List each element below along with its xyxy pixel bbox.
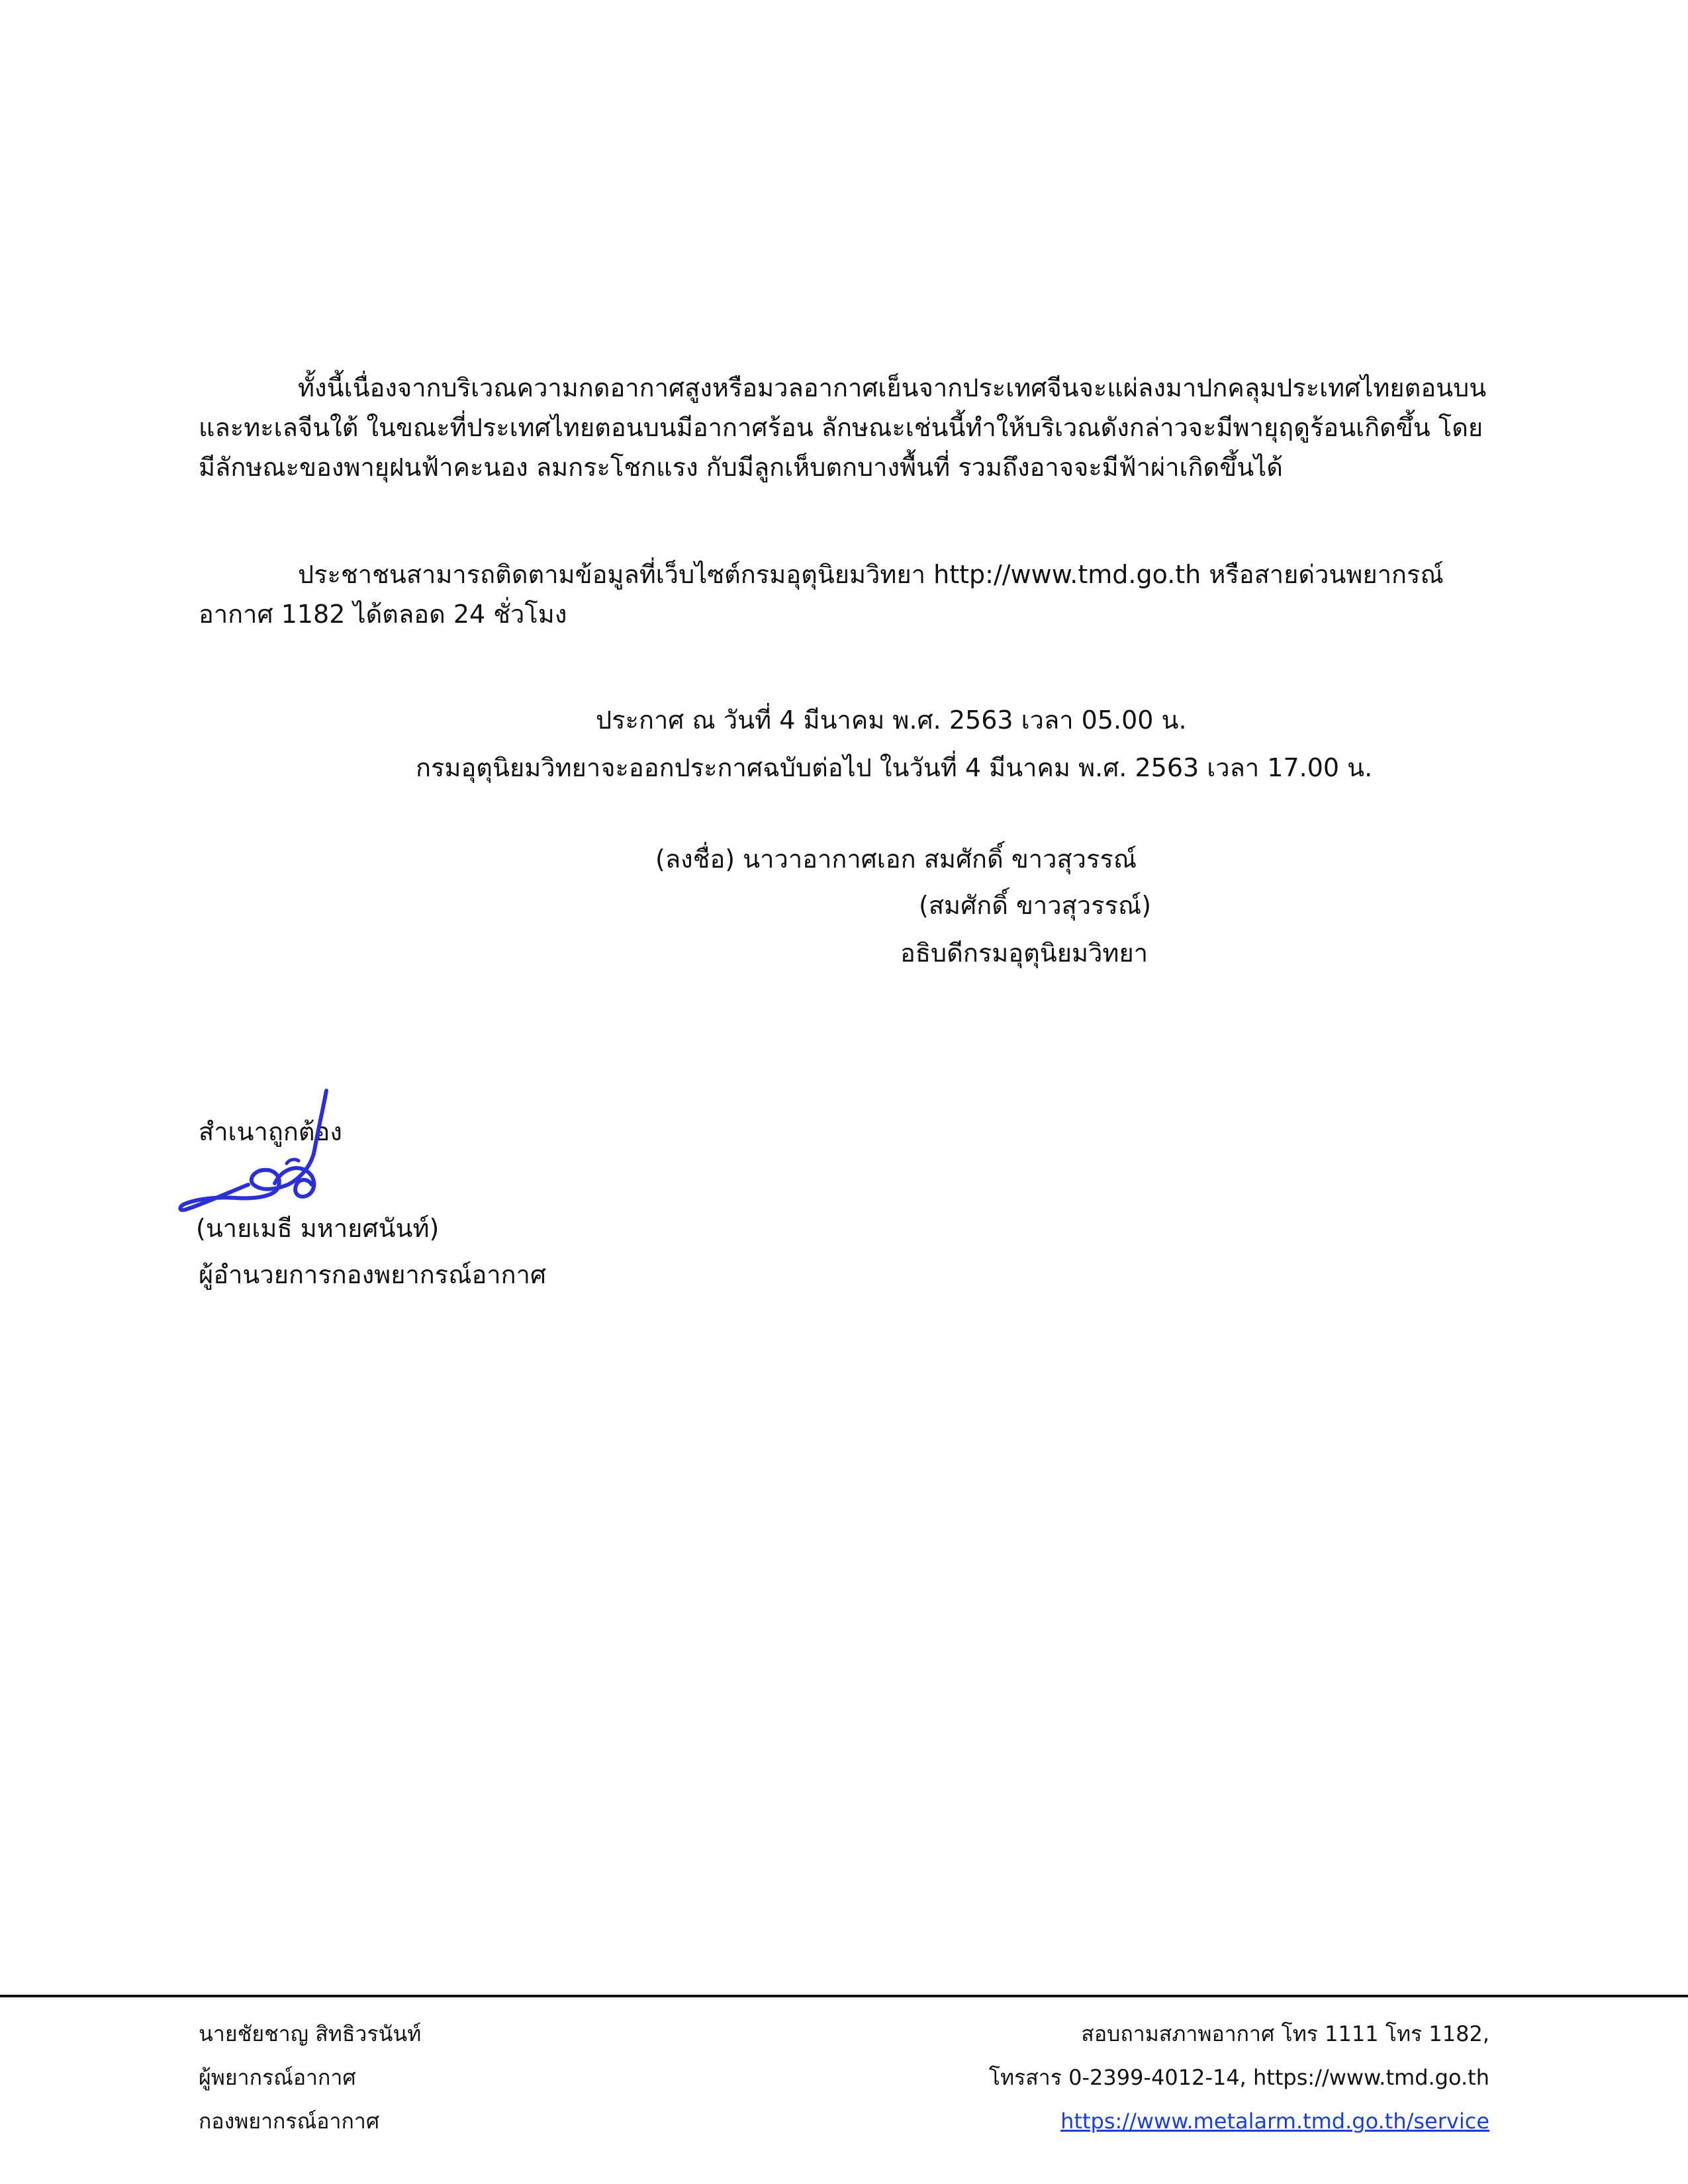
body-paragraph-1 bbox=[199, 368, 1489, 487]
footer-author-division: กองพยากรณ์อากาศ bbox=[199, 2109, 380, 2134]
body-paragraph-2 bbox=[199, 555, 1489, 634]
footer-contact-block bbox=[989, 2012, 1489, 2143]
announcement-next: กรมอุตุนิยมวิทยาจะออกประกาศฉบับต่อไป ในวันที่ 4 มีนาคม พ.ศ. 2563 เวลา 17.00 น. bbox=[416, 753, 1373, 782]
body-paragraph-1-text: ทั้งนี้เนื่องจากบริเวณความกดอากาศสูงหรือมวลอากาศเย็นจากประเทศจีนจะแผ่ลงมาปกคลุมประเทศไทยตอนบนและทะเลจีนใต้ ในขณะที่ประเทศไทยตอนบนมีอากาศร้อน ลักษณะเช่นนี้ทำให้บริเวณดังกล่าวจะมีพายุฤดูร้อนเกิดขึ้น โดยมีลักษณะของพายุฝนฟ้าคะนอง ลมกระโชกแรง กับมีลูกเห็บตกบางพื้นที่ รวมถึงอาจจะมีฟ้าผ่าเกิดขึ้นได้ bbox=[199, 373, 1487, 482]
signed-line: (ลงชื่อ) นาวาอากาศเอก สมศักดิ์ ขาวสุวรรณ์ bbox=[655, 844, 1137, 874]
signatory-title: อธิบดีกรมอุตุนิยมวิทยา bbox=[900, 938, 1149, 968]
certified-copy-label: สำเนาถูกต้อง bbox=[199, 1117, 342, 1146]
certified-copy-name: (นายเมธี มหายศนันท์) bbox=[196, 1214, 440, 1243]
signatory-name: (สมศักดิ์ ขาวสุวรรณ์) bbox=[919, 891, 1152, 920]
footer-contact-fax: โทรสาร 0-2399-4012-14, https://www.tmd.go.th bbox=[988, 2065, 1489, 2090]
footer-divider bbox=[0, 1995, 1688, 1997]
handwritten-signature bbox=[175, 1085, 348, 1218]
announcement-issued: ประกาศ ณ วันที่ 4 มีนาคม พ.ศ. 2563 เวลา 05.00 น. bbox=[596, 705, 1187, 735]
footer-metalarm-link[interactable]: https://www.metalarm.tmd.go.th/service bbox=[1060, 2109, 1489, 2134]
footer-contact-phone: สอบถามสภาพอากาศ โทร 1111 โทร 1182, bbox=[1081, 2021, 1489, 2046]
body-paragraph-2-text: ประชาชนสามารถติดตามข้อมูลที่เว็บไซต์กรมอุตุนิยมวิทยา http://www.tmd.go.th หรือสายด่วนพยากรณ์อากาศ 1182 ได้ตลอด 24 ชั่วโมง bbox=[199, 560, 1444, 629]
footer-author-block bbox=[199, 2012, 421, 2143]
footer-author-name: นายชัยชาญ สิทธิวรนันท์ bbox=[199, 2021, 422, 2046]
certified-copy-title: ผู้อำนวยการกองพยากรณ์อากาศ bbox=[199, 1260, 547, 1289]
footer-author-position: ผู้พยากรณ์อากาศ bbox=[199, 2065, 356, 2090]
